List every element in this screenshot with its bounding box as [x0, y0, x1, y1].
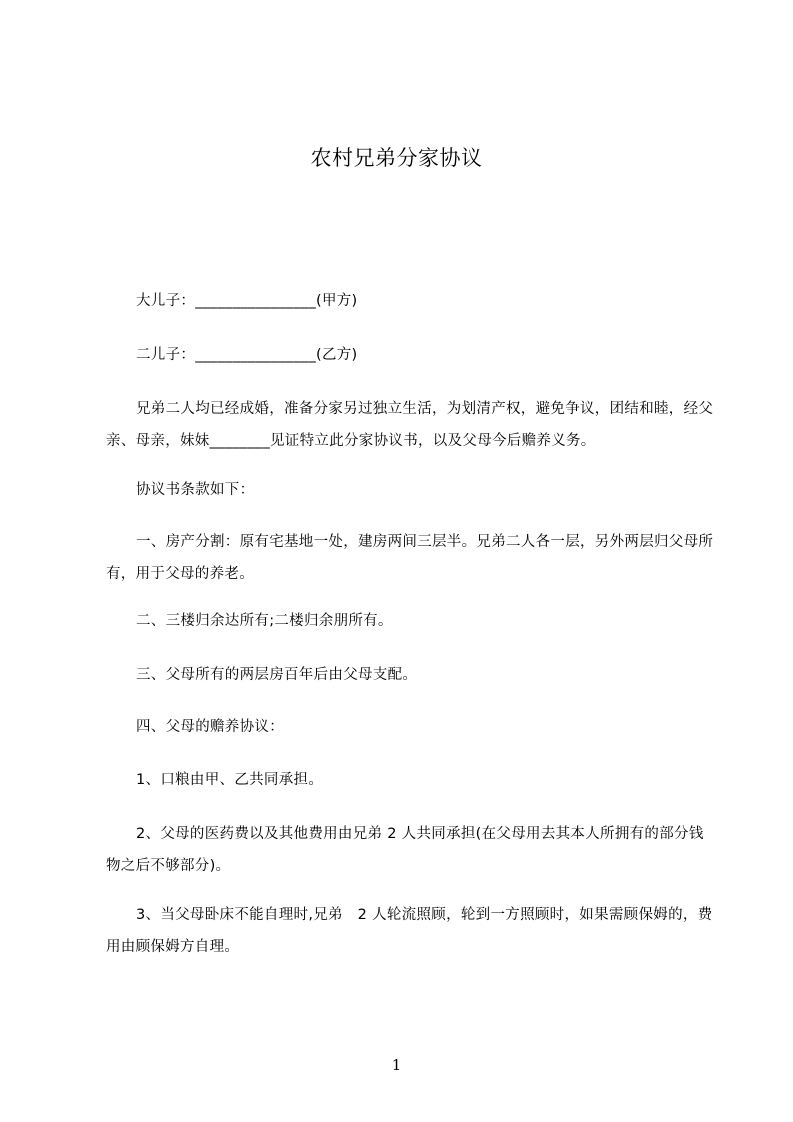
support-item-2: 2、父母的医药费以及其他费用由兄弟 2 人共同承担(在父母用去其本人所拥有的部分钱物之后不够部分)。: [106, 826, 704, 874]
clause-2-floor-ownership: 二、三楼归余达所有;二楼归余朋所有。: [136, 613, 393, 629]
clause-4-support-agreement: 四、父母的赡养协议：: [136, 719, 284, 735]
support-item-3: 3、当父母卧床不能自理时,兄弟 2 人轮流照顾，轮到一方照顾时，如果需顾保姆的，费用由顾保姆方自理。: [106, 907, 713, 955]
document-title: 农村兄弟分家协议: [310, 146, 483, 170]
clause-3-parents-floors: 三、父母所有的两层房百年后由父母支配。: [136, 667, 418, 683]
support-item-1: 1、口粮由甲、乙共同承担。: [136, 772, 324, 788]
party-a-line: 大儿子：________________(甲方): [136, 293, 358, 309]
preamble-paragraph: 兄弟二人均已经成婚，准备分家另过独立生活，为划清产权，避免争议，团结和睦，经父亲、母亲，妹妹________见证特立此分家协议书，以及父母今后赡养义务。: [106, 401, 714, 449]
clauses-intro: 协议书条款如下：: [136, 482, 255, 498]
clause-1-property-division: 一、房产分割：原有宅基地一处，建房两间三层半。兄弟二人各一层，另外两层归父母所有，用于父母的养老。: [106, 534, 714, 582]
page-number: 1: [391, 1056, 402, 1074]
party-b-line: 二儿子：________________(乙方): [136, 347, 358, 363]
